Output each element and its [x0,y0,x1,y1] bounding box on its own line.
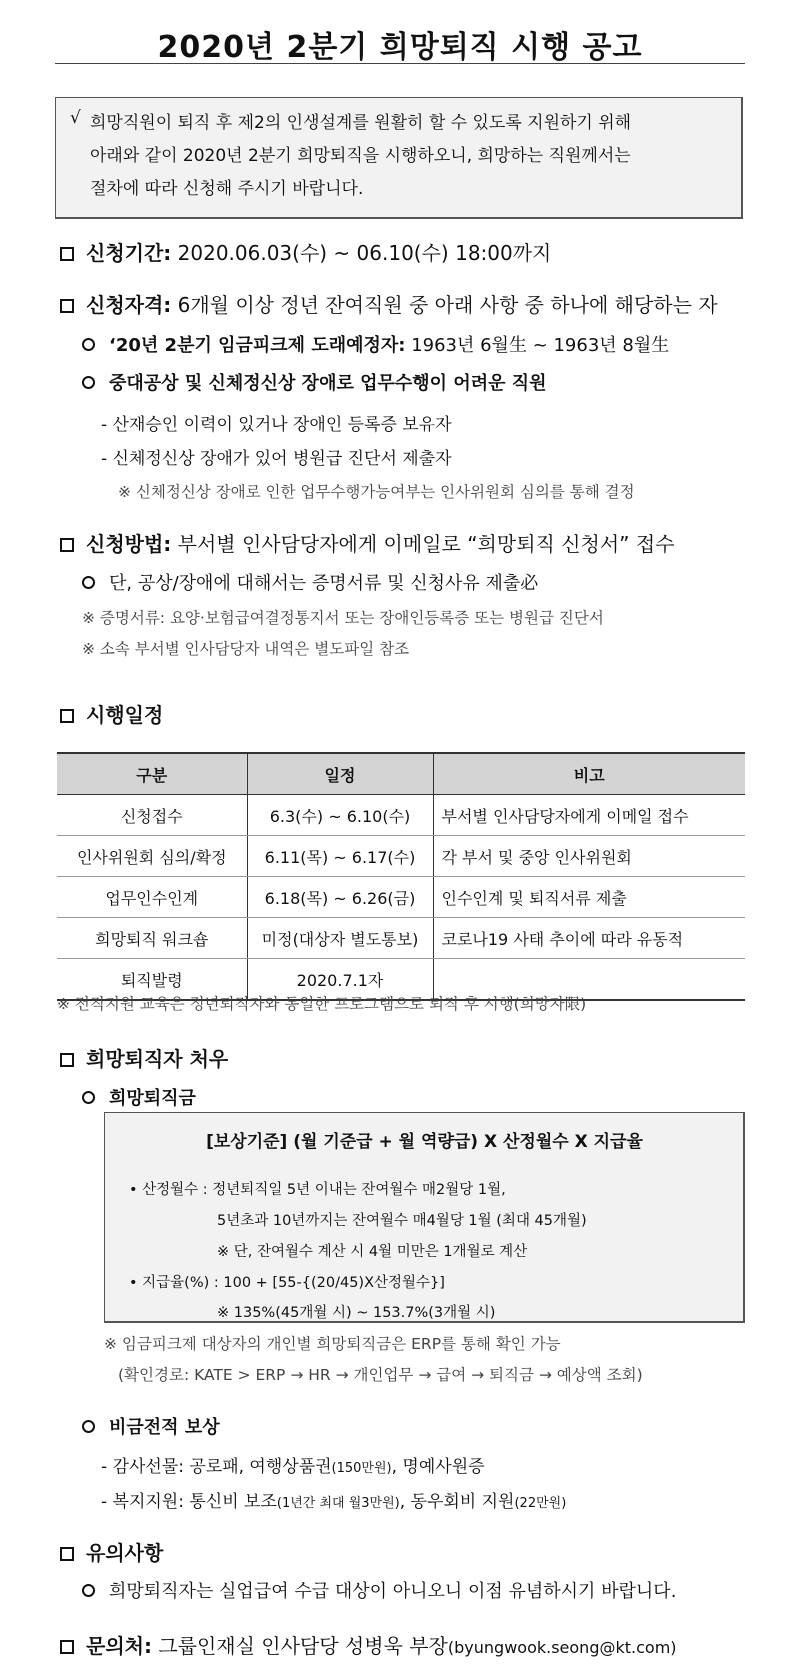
caution-label: 유의사항 [86,1541,164,1565]
method-note-1: ※ 증명서류: 요양·보험급여결정통지서 또는 장애인등록증 또는 병원급 진단서 [82,609,604,627]
table-cell: 6.3(수) ~ 6.10(수) [247,795,433,836]
table-row [57,836,745,877]
square-bullet-icon [60,247,74,261]
period-label: 신청기간: [86,241,172,265]
compensation-line-1: • 산정월수 : 정년퇴직일 5년 이내는 잔여월수 매2월당 1월, [129,1182,506,1198]
intro-box [55,97,743,219]
table-header: 비고 [433,753,745,795]
method-value: 부서별 인사담당자에게 이메일로 “희망퇴직 신청서” 접수 [177,532,675,556]
title-divider [55,63,745,64]
eligibility-sub-2: - 신체정신상 장애가 있어 병원급 진단서 제출자 [101,449,452,469]
section-eligibility [60,289,718,318]
circle-bullet-icon [82,1584,95,1597]
table-header: 일정 [247,753,433,795]
compensation-line-4: • 지급율(%) : 100 + [55-{(20/45)X산정월수}] [129,1275,445,1291]
table-row [57,877,745,918]
intro-line-2: 아래와 같이 2020년 2분기 희망퇴직을 시행하오니, 희망하는 직원께서는 [90,146,631,166]
contact-value: 그룹인재실 인사담당 성병욱 부장 [158,1634,448,1658]
compensation-formula: [보상기준] (월 기준급 + 월 역량급) X 산정월수 X 지급율 [206,1132,643,1152]
gift-tail: , 명예사원증 [391,1457,485,1477]
table-cell: 각 부서 및 중앙 인사위원회 [433,836,745,877]
compensation-box [104,1112,745,1323]
compensation-line-3: ※ 단, 잔여월수 계산 시 4월 미만은 1개월로 계산 [217,1244,528,1260]
schedule-table [57,752,745,1001]
section-method [60,528,675,557]
table-cell: 6.18(목) ~ 6.26(금) [247,877,433,918]
table-header: 구분 [57,753,247,795]
intro-line-3: 절차에 따라 신청해 주시기 바랍니다. [90,179,364,199]
method-note-2: ※ 소속 부서별 인사담당자 내역은 별도파일 참조 [82,640,410,658]
square-bullet-icon [60,709,74,723]
section-caution [60,1537,163,1566]
eligibility-label: 신청자격: [86,293,172,317]
square-bullet-icon [60,1053,74,1067]
table-cell: 신청접수 [57,795,247,836]
square-bullet-icon [60,538,74,552]
section-schedule [60,699,163,728]
circle-bullet-icon [82,1420,95,1433]
eligibility-value: 6개월 이상 정년 잔여직원 중 아래 사항 중 하나에 해당하는 자 [177,293,718,317]
square-bullet-icon [60,1640,74,1654]
caution-item-1 [82,1577,676,1603]
page-title: 2020년 2분기 희망퇴직 시행 공고 [157,30,643,65]
eligibility-item-1 [82,331,669,357]
compensation-line-2: 5년초과 10년까지는 잔여월수 매4월당 1월 (최대 45개월) [217,1213,587,1229]
method-item-1-text: 단, 공상/장애에 대해서는 증명서류 및 신청사유 제출必 [109,573,539,594]
allowance-heading [82,1084,196,1110]
method-label: 신청방법: [86,532,172,556]
method-item-1 [82,569,538,595]
eligibility-item-1-value: 1963년 6월生 ~ 1963년 8월生 [411,335,670,356]
contact-email: (byungwook.seong@kt.com) [447,1638,677,1657]
intro-line-1: 희망직원이 퇴직 후 제2의 인생설계를 원활히 할 수 있도록 지원하기 위해 [90,113,632,133]
check-mark-icon: √ [70,108,81,128]
nonmonetary-heading [82,1413,220,1439]
allowance-note-2: (확인경로: KATE > ERP → HR → 개인업무 → 급여 → 퇴직금 → 예상액 조회) [118,1366,643,1384]
section-contact [60,1630,677,1659]
circle-bullet-icon [82,376,95,389]
nonmonetary-welfare [101,1487,566,1512]
compensation-line-5: ※ 135%(45개월 시) ~ 153.7%(3개월 시) [217,1305,496,1321]
allowance-note-1: ※ 임금피크제 대상자의 개인별 희망퇴직금은 ERP를 통해 확인 가능 [104,1335,561,1353]
allowance-label: 희망퇴직금 [109,1088,196,1109]
caution-item-1-text: 희망퇴직자는 실업급여 수급 대상이 아니오니 이점 유념하시기 바랍니다. [109,1581,677,1602]
table-cell: 코로나19 사태 추이에 따라 유동적 [433,918,745,959]
schedule-label: 시행일정 [86,703,164,727]
period-value: 2020.06.03(수) ~ 06.10(수) 18:00까지 [177,241,552,265]
gift-main: - 감사선물: 공로패, 여행상품권 [101,1457,332,1477]
nonmonetary-gift [101,1452,485,1477]
eligibility-item-2-label: 중대공상 및 신체정신상 장애로 업무수행이 어려운 직원 [109,373,547,394]
eligibility-note: ※ 신체정신상 장애로 인한 업무수행가능여부는 인사위원회 심의를 통해 결정 [118,483,635,501]
contact-label: 문의처: [86,1634,152,1658]
table-cell: 2020.7.1자 [247,959,433,1001]
table-row [57,918,745,959]
section-period [60,237,551,266]
welfare-mid: , 동우회비 지원 [399,1492,515,1512]
eligibility-item-1-label: ‘20년 2분기 임금피크제 도래예정자: [109,335,406,356]
schedule-note: ※ 전직지원 교육은 정년퇴직자와 동일한 프로그램으로 퇴직 후 시행(희망자限) [57,995,587,1013]
circle-bullet-icon [82,576,95,589]
table-cell: 업무인수인계 [57,877,247,918]
welfare-amount-2: (22만원) [514,1496,567,1511]
table-row [57,795,745,836]
gift-amount: (150만원) [331,1461,392,1476]
table-cell: 6.11(목) ~ 6.17(수) [247,836,433,877]
welfare-main: - 복지지원: 통신비 보조 [101,1492,277,1512]
treatment-label: 희망퇴직자 처우 [86,1047,229,1071]
circle-bullet-icon [82,1091,95,1104]
circle-bullet-icon [82,338,95,351]
square-bullet-icon [60,299,74,313]
table-cell: 희망퇴직 워크숍 [57,918,247,959]
nonmonetary-label: 비금전적 보상 [109,1417,220,1438]
table-cell: 인사위원회 심의/확정 [57,836,247,877]
square-bullet-icon [60,1547,74,1561]
table-cell: 미정(대상자 별도통보) [247,918,433,959]
eligibility-sub-1: - 산재승인 이력이 있거나 장애인 등록증 보유자 [101,415,452,435]
table-header-row [57,753,745,795]
table-cell: 인수인계 및 퇴직서류 제출 [433,877,745,918]
welfare-amount: (1년간 최대 월3만원) [276,1496,400,1511]
eligibility-item-2 [82,369,547,395]
section-treatment [60,1043,228,1072]
table-cell: 부서별 인사담당자에게 이메일 접수 [433,795,745,836]
table-cell: 퇴직발령 [57,959,247,1001]
